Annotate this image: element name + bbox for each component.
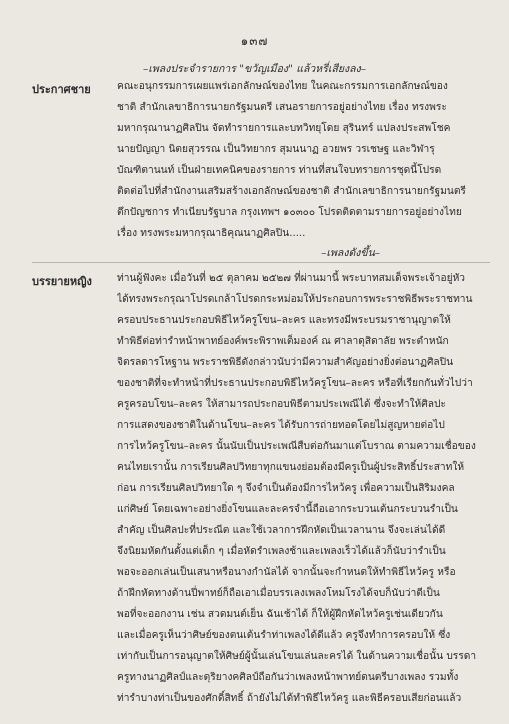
text-line: จิตรลดารโหฐาน พระราชพิธีดังกล่าวนับว่ามีความสำคัญอย่างยิ่งต่อนาฏศิลปิน (117, 357, 454, 368)
text-line: ชาติ สำนักเลขาธิการนายกรัฐมนตรี เสนอรายการอยู่อย่างไทย เรื่อง ทรงพระ (117, 102, 447, 113)
stage-direction-middle: –เพลงดังขึ้น– (321, 247, 380, 259)
text-line: คนไทยเรานั้น การเรียนศิลปวิทยาทุกแขนงย่อมต้องมีครูเป็นผู้ประสิทธิ์ประสาทให้ (117, 462, 465, 473)
announcer-paragraph (117, 76, 489, 244)
text-line: ครอบประธานประกอบพิธีไหว้ครูโขน–ละคร และทรงมีพระบรมราชานุญาตให้ (117, 315, 451, 326)
narration-paragraph (117, 268, 489, 709)
text-line: ก่อน การเรียนศิลปวิทยาใด ๆ จึงจำเป็นต้องมีการไหว้ครู เพื่อความเป็นสิริมงคล (117, 483, 455, 494)
text-line: ได้ทรงพระกรุณาโปรดเกล้าโปรดกระหม่อมให้ประกอบการพระราชพิธีพระราชทาน (117, 294, 473, 305)
text-line: เรื่อง ทรงพระมหากรุณาธิคุณนาฏศิลปิน..... (117, 228, 306, 239)
text-line: การไหว้ครูโขน–ละคร นั้นนับเป็นประเพณีสืบต่อกันมาแต่โบราณ ตามความเชื่อของ (117, 441, 476, 452)
text-line: มหากรุณานาฏศิลปิน จัดทำรายการและบทวิทยุโดย สุรินทร์ แปลงประสพโชค (117, 123, 451, 134)
page-number: ๑๓๗ (240, 34, 269, 48)
text-line: ครูครอบโขน–ละคร ให้สามารถประกอบพิธีตามประเพณีได้ ซึ่งจะทำให้ศิลปะ (117, 399, 446, 410)
text-line: ท่ารำบางท่าเป็นของศักดิ์สิทธิ์ ถ้ายังไม่ได้ทำพิธีไหว้ครู และพิธีครอบเสียก่อนแล้ว (117, 693, 462, 704)
stage-direction-top: –เพลงประจำรายการ "ขวัญเมือง" แล้วหรี่เสียงลง– (143, 63, 366, 75)
text-line: ถ้าฝึกหัดทางด้านปี่พาทย์ก็ถือเอาเมื่อบรรเลงเพลงโหมโรงได้จบก็นับว่าตีเป็น (117, 588, 440, 599)
speaker-label-announcer-male: ประกาศชาย (32, 83, 91, 96)
text-line: ติดต่อไปที่สำนักงานเสริมสร้างเอกลักษณ์ของชาติ สำนักเลขาธิการนายกรัฐมนตรี (117, 186, 466, 197)
text-line: การแสดงของชาติในด้านโขน–ละคร ได้รับการถ่ายทอดโดยไม่สูญหายต่อไป (117, 420, 445, 431)
text-line: นายปัญญา นิตยสุวรรณ เป็นวิทยากร สุมนนาฏ อวยพร วรเชษฐ และวิฬารุ (117, 144, 435, 155)
text-line: คณะอนุกรรมการเผยแพร่เอกลักษณ์ของไทย ในคณะกรรมการเอกลักษณ์ของ (117, 81, 448, 92)
text-line: แก่ศิษย์ โดยเฉพาะอย่างยิ่งโขนและละครจำนี้ถือเอากระบวนเต้นกระบวนรำเป็น (117, 504, 458, 515)
text-line: ครูทางนาฏศิลป์และดุริยางคศิลป์ถือกันว่าเพลงหน้าพาทย์ดนตรีบางเพลง รวมทั้ง (117, 672, 459, 683)
text-line: สำคัญ เป็นศิลปะที่ประณีต และใช้เวลาการฝึกหัดเป็นเวลานาน จึงจะเล่นได้ดี (117, 525, 446, 536)
text-line: บัณฑิตานนท์ เป็นฝ่ายเทคนิคของรายการ ท่านที่สนใจบทรายการชุดนี้โปรด (117, 165, 442, 176)
text-line: ท่านผู้ฟังคะ เมื่อวันที่ ๒๕ ตุลาคม ๒๕๒๗ ที่ผ่านมานี้ พระบาทสมเด็จพระเจ้าอยู่หัว (117, 273, 466, 284)
text-line: และเมื่อครูเห็นว่าศิษย์ของตนเต้นรำท่าเพลงได้ดีแล้ว ครูจึงทำการครอบให้ ซึ่ง (117, 630, 451, 641)
text-line: พอที่จะออกงาน เช่น สวดมนต์เย็น ฉันเช้าได้ ก็ให้ผู้ฝึกหัดไหว้ครูเช่นเดียวกัน (117, 609, 443, 620)
text-line: จึงนิยมหัดกันตั้งแต่เด็ก ๆ เมื่อหัดรำเพลงช้าและเพลงเร็วได้แล้วก็นับว่ารำเป็น (117, 546, 446, 557)
section-divider (32, 262, 490, 263)
text-line: ของชาติที่จะทำหน้าที่ประธานประกอบพิธีไหว้ครูโขน–ละคร หรือที่เรียกกันทั่วไปว่า (117, 378, 473, 389)
text-line: พอจะออกเล่นเป็นเสนาหรือนางกำนัลได้ จากนั้นจะกำหนดให้ทำพิธีไหว้ครู หรือ (117, 567, 456, 578)
speaker-label-narrator-female: บรรยายหญิง (32, 275, 92, 288)
text-line: ทำพิธีต่อท่ารำหน้าพาทย์องค์พระพิราพเต็มองค์ ณ ศาลาดุสิดาลัย พระตำหนัก (117, 336, 449, 347)
text-line: เท่ากับเป็นการอนุญาตให้ศิษย์ผู้นั้นเล่นโขนเล่นละครได้ ในด้านความเชื่อนั้น บรรดา (117, 651, 477, 662)
text-line: ตึกปัญชการ ทำเนียบรัฐบาล กรุงเทพฯ ๑๐๓๐๐ โปรดติดตามรายการอยู่อย่างไทย (117, 207, 462, 218)
